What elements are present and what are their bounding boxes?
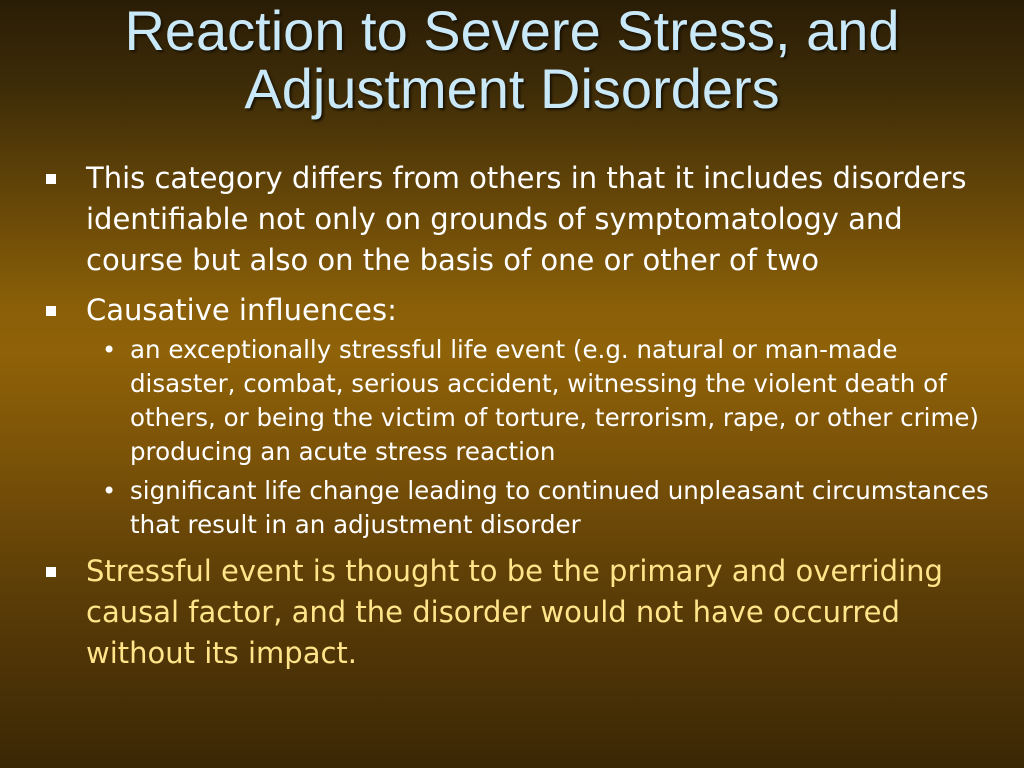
- bullet-point-text: Causative influences:: [86, 293, 397, 327]
- bullet-point-1: [40, 158, 1002, 281]
- bullet-point-text: This category differs from others in that it includes disorders identifiable not only on grounds of symptomatology and course but also on the basis of one or other of two: [86, 161, 967, 277]
- sub-bullet-point-1: [86, 333, 1002, 469]
- square-bullet-icon: [46, 567, 56, 577]
- square-bullet-icon: [46, 306, 56, 316]
- square-bullet-icon: [46, 174, 56, 184]
- bullet-point-text: Stressful event is thought to be the primary and overriding causal factor, and the disorder would not have occurred without its impact.: [86, 554, 943, 670]
- round-bullet-icon: •: [102, 336, 117, 364]
- sub-bullet-list: [86, 333, 1002, 542]
- bullet-point-3: [40, 551, 1002, 674]
- slide-title: Reaction to Severe Stress, and Adjustment Disorders: [124, 0, 900, 120]
- sub-bullet-point-2: [86, 474, 1002, 542]
- sub-bullet-text: significant life change leading to continued unpleasant circumstances that result in an adjustment disorder: [130, 476, 989, 539]
- round-bullet-icon: •: [102, 477, 117, 505]
- bullet-list: [40, 158, 1002, 683]
- sub-bullet-text: an exceptionally stressful life event (e.g. natural or man-made disaster, combat, serious accident, witnessing the violent death of others, or being the victim of torture, terrorism, rape, or other crime) producing an acute stress reaction: [130, 335, 979, 466]
- bullet-point-2: [40, 290, 1002, 542]
